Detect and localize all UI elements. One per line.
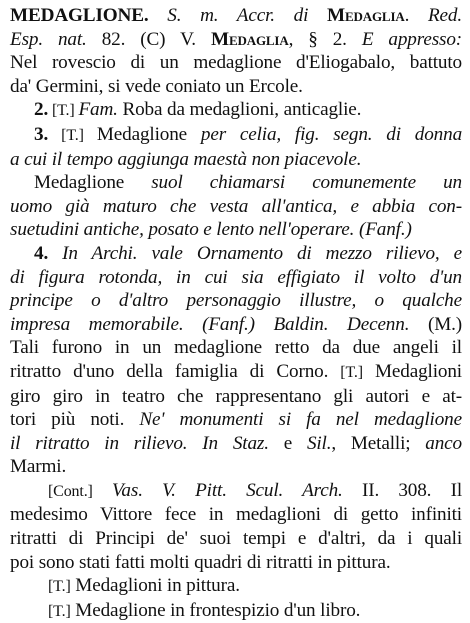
entry-line — [10, 551, 462, 575]
entry-text-segment: [T.] — [48, 578, 71, 596]
entry-text-segment: principe o d'altro personaggio illustre, o qualche — [10, 290, 462, 312]
entry-line — [10, 123, 462, 148]
entry-text-segment: Medaglioni — [362, 360, 462, 382]
entry-line — [10, 360, 462, 385]
entry-text-segment: ritratti di Principi de' suoi tempi e d'altri, da i quali — [10, 528, 462, 550]
entry-text-segment: 3. — [34, 123, 49, 145]
entry-text-segment: Esp. nat. — [10, 28, 87, 50]
entry-line — [10, 171, 462, 195]
entry-text-segment: impresa memorabile. (Fanf.) Baldin. Decenn. — [10, 313, 410, 335]
entry-text-segment: Medaglione — [34, 172, 152, 194]
entry-line — [10, 432, 462, 456]
entry-text-segment: In Archi. vale Ornamento di mezzo rilievo, e — [48, 242, 462, 264]
entry-text-segment: , § 2. — [288, 28, 362, 50]
entry-text-segment: Tali furono in un medaglione retto da due angeli il — [10, 337, 462, 359]
entry-text-segment: [T.] — [340, 363, 363, 381]
entry-text-segment: a cui il tempo aggiunga maestà non piacevole. — [10, 148, 362, 170]
entry-text-segment: Medaglioni in pittura. — [70, 575, 240, 597]
entry-text-segment: [T.] — [48, 126, 97, 144]
entry-text-segment: 2. — [34, 99, 49, 121]
headword-ref: Medaglia — [210, 28, 289, 50]
entry-text-segment: [T.] — [48, 602, 71, 620]
entry-text-segment: giro giro in teatro che rappresentano gli autori e at- — [10, 385, 462, 407]
entry-text-segment: Medaglione in frontespizio d'un libro. — [70, 599, 361, 621]
entry-text-segment: il ritratto in rilievo. In Staz. — [10, 432, 269, 454]
entry-text-segment: ritratto d'uno della famiglia di Corno. — [10, 360, 341, 382]
entry-text-segment: Marmi. — [10, 456, 67, 478]
entry-text-segment: da' Germini, si vede coniato un Ercole. — [10, 75, 303, 97]
entry-line — [10, 599, 462, 623]
entry-line — [10, 4, 462, 28]
entry-line — [10, 479, 462, 504]
entry-line — [10, 28, 462, 52]
entry-line — [10, 218, 462, 242]
entry-text-segment: suetudini antiche, posato e lento nell'operare. (Fanf.) — [10, 219, 412, 241]
entry-line — [10, 242, 462, 266]
entry-line — [10, 408, 462, 432]
entry-text-segment: poi sono stati fatti molti quadri di ritratti in pittura. — [10, 551, 391, 573]
entry-text-segment: suol chiamarsi comunemente un — [151, 172, 462, 194]
entry-text-segment: di figura rotonda, in cui sia effigiato il volto d'un — [10, 266, 462, 288]
entry-line — [10, 503, 462, 527]
entry-text-segment: Vas. V. Pitt. Scul. Arch. — [92, 479, 343, 501]
entry-text-segment: (M.) — [409, 313, 462, 335]
entry-text-segment: II. 308. Il — [342, 479, 462, 501]
entry-line — [10, 148, 462, 172]
entry-line — [10, 75, 462, 99]
entry-text-segment: Ne' monumenti si fa nel medaglione — [139, 409, 462, 431]
entry-text-segment: 4. — [34, 242, 49, 264]
entry-text-segment: per celia, fig. segn. di donna — [200, 123, 463, 145]
entry-line — [10, 336, 462, 360]
dictionary-entry-medaglione — [10, 4, 462, 623]
entry-text-segment: tori più noti. — [10, 409, 140, 431]
entry-text-segment: 82. (C) V. — [86, 28, 211, 50]
entry-text-segment: Medaglione — [96, 123, 201, 145]
entry-text-segment: . — [404, 5, 428, 26]
entry-text-segment: medesimo Vittore fece in medaglioni di getto infiniti — [10, 504, 462, 526]
entry-text-segment: [T.] — [48, 102, 79, 120]
entry-text-segment: Nel rovescio di un medaglione d'Eliogabalo, battuto — [10, 52, 462, 74]
entry-text-segment: e — [268, 432, 307, 454]
entry-text-segment: Sil. — [306, 432, 332, 454]
entry-line — [10, 266, 462, 290]
entry-text-segment: Roba da medaglioni, anticaglie. — [117, 99, 362, 121]
entry-line — [10, 51, 462, 75]
entry-line — [10, 313, 462, 337]
entry-line — [10, 527, 462, 551]
entry-text-segment: E appresso: — [361, 28, 463, 50]
entry-text-segment: Red. — [427, 5, 462, 26]
entry-line — [10, 574, 462, 599]
entry-text-segment: uomo già maturo che vesta all'antica, e abbia con- — [10, 195, 462, 217]
headword-ref: MEDAGLIONE. — [10, 5, 149, 26]
headword-ref: Medaglia — [327, 5, 405, 26]
entry-line — [10, 455, 462, 479]
entry-line — [10, 385, 462, 409]
entry-text-segment: anco — [425, 432, 462, 454]
entry-text-segment: Fam. — [78, 99, 118, 121]
entry-text-segment: , Metalli; — [331, 432, 426, 454]
entry-line — [10, 195, 462, 219]
entry-line — [10, 289, 462, 313]
entry-line — [10, 98, 462, 123]
entry-text-segment: [Cont.] — [48, 482, 93, 500]
entry-text-segment: S. m. Accr. di — [148, 5, 327, 26]
